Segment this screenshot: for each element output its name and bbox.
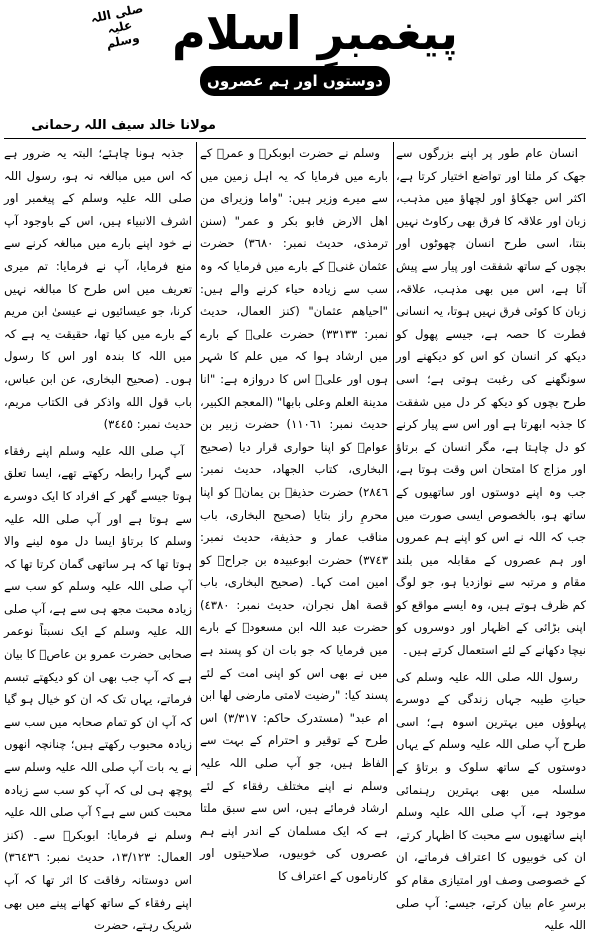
paragraph bbox=[4, 440, 192, 937]
paragraph bbox=[4, 142, 192, 436]
paragraph-text: آپ صلی اللہ علیہ وسلم اپنے رفقاء سے گہرا رابطہ رکھتے تھے، ایسا تعلق ہوتا جیسے گھر کے افراد کا ایک دوسرے سے ہوتا ہے اور آپ صلی اللہ علیہ وسلم کا برتاؤ ایسا دل موہ لینے والا ہوتا تھا کہ ہر ساتھی گمان کرتا تھا کہ آپ صلی اللہ علیہ وسلم کو سب سے زیادہ محبت مجھ ہی سے ہے، آپ صلی اللہ علیہ وسلم کے ایک نسبتاً نوعمر صحابی حضرت عمرو بن عاصؓ کا بیان ہے کہ آپ جب بھی ان کو دیکھتے تبسم فرماتے، یہاں تک کہ ان کو خیال ہو گیا کہ آپ ان کو تمام صحابہ میں سب سے زیادہ محبوب رکھتے ہیں؛ چنانچہ انھوں نے یہ بات آپ صلی اللہ علیہ وسلم سے پوچھ ہی لی کہ آپ کو سب سے زیادہ محبت کس سے ہے؟ آپ صلی اللہ علیہ وسلم نے فرمایا: ابوبکرؓ سے۔ (کنز العمال: ١٣/١٢٣، حدیث نمبر: ٣٦٤٣٦) اس دوستانہ رفاقت کا اثر تھا کہ آپ اپنے رفقاء کے ساتھ کھانے پینے میں بھی شریک رہتے، حضرت bbox=[4, 443, 192, 933]
paragraph-text: وسلم نے حضرت ابوبکرؓ و عمرؓ کے بارے میں فرمایا کہ یہ اہل زمین میں سے میرے وزیر ہیں: "واما وزیرای من اهل الارض فابو بکر و عمر" (سنن ترمذی، حدیث نمبر: ٣٦٨٠) حضرت عثمان غنیؓ کے بارے میں فرمایا کہ وہ سب سے زیادہ حیاء کرنے والے ہیں: "احیاهم عثمان" (کنز العمال، حدیث نمبر: ٣٣١٣٣) حضرت علیؓ کے بارے میں ارشاد ہوا کہ میں علم کا شہر ہوں اور علیؓ اس کا دروازہ ہے: "انا مدینة العلم وعلی بابها" (المعجم الکبیر، حدیث نمبر: ١١٠٦١) حضرت زبیر بن عوامؓ کو اپنا حواری قرار دیا (صحیح البخاری، کتاب الجهاد، حدیث نمبر: ٢٨٤٦) حضرت حذیفہ بن یمانؓ کو اپنا محرمِ راز بتایا (صحیح البخاری، باب مناقب عمار و حذیفة، حدیث نمبر: ٣٧٤٣) حضرت ابوعبیدہ بن جراحؓ کو امین امت کہا۔ (صحیح البخاری، باب قصة اهل نجران، حدیث نمبر: ٤٣٨٠) حضرت عبد اللہ ابن مسعودؓ کے بارے میں فرمایا کہ جو بات ان کو پسند ہے میں نے بھی اس کو اپنی امت کے لئے پسند کیا: "رضیت لامتی مارضی لها ابن ام عبد" (مستدرک حاکم: ٣/٣١٧) اس طرح کے توقیر و احترام کے بہت سے الفاظ ہیں، جو آپ صلی اللہ علیہ وسلم نے اپنے مختلف رفقاء کے لئے ارشاد فرمائے ہیں، اس سے سبق ملتا ہے کہ ایک مسلمان کے اندر اپنے ہم عصروں کی خوبیوں، صلاحیتوں اور کارناموں کے اعتراف کا bbox=[200, 146, 388, 883]
paragraph-text: جذبہ ہونا چاہئے؛ البتہ یہ ضرور ہے کہ اس میں مبالغہ نہ ہو، رسول اللہ صلی اللہ علیہ وسلم کے پیغمبر اور اشرف الانبیاء ہیں، اس کے باوجود آپ نے خود اپنے بارے میں مبالغہ کرنے سے منع فرمایا، آپ نے فرمایا: تم میری تعریف میں اس طرح کا مبالغہ نہیں کرنا، جو عیسائیوں نے عیسیٰ ابن مریم کے بارے میں کیا تھا، حقیقت یہ ہے کہ میں اللہ کا بندہ اور اس کا رسول ہوں۔ (صحیح البخاری، عن ابن عباس، باب قول الله واذکر فی الکتاب مریم، حدیث نمبر: ٣٤٤٥) bbox=[4, 146, 192, 432]
column-2 bbox=[200, 142, 388, 883]
author-byline: مولانا خالد سیف اللہ رحمانی bbox=[31, 118, 216, 133]
paragraph bbox=[396, 666, 586, 937]
paragraph bbox=[396, 142, 586, 662]
header-divider bbox=[4, 138, 586, 139]
paragraph-text: رسول اللہ صلی اللہ علیہ وسلم کی حیاتِ طیبہ جہاں زندگی کے دوسرے پہلوؤں میں بہترین اسوہ ہے؛ اسی طرح آپ صلی اللہ علیہ وسلم کے یہاں دوستوں کے ساتھ سلوک و برتاؤ کے سلسلہ میں بھی بہترین رہنمائی موجود ہے، آپ صلی اللہ علیہ وسلم اپنے ساتھیوں سے محبت کا اظہار کرتے، ان کی خوبیوں کا اعتراف فرماتے، ان کے خصوصی وصف اور امتیازی مقام کو برسرِ عام بیان کرتے، جیسے: آپ صلی اللہ علیہ bbox=[396, 669, 586, 933]
paragraph-text: انسان عام طور پر اپنے بزرگوں سے جھک کر ملتا اور تواضع اختیار کرتا ہے، اکثر اس جھکاؤ اور لچھاؤ میں مذہب، زبان اور علاقہ کا فرق بھی رکاوٹ نہیں بنتا، اسی طرح انسان چھوٹوں اور بچوں کے ساتھ شفقت اور پیار سے پیش آتا ہے، اس میں بھی مذہب، علاقہ، زبان کا کوئی فرق نہیں ہوتا، یہ انسانی فطرت کا حصہ ہے، جیسے پھول کو دیکھ کر انسان کو اس کو دیکھنے اور سونگھنے کی رغبت ہوتی ہے؛ اسی طرح بچوں کو دیکھ کر دل میں شفقت کا جذبہ ابھرتا ہے اور اس سے پیار کرنے کو دل چاہتا ہے، مگر انسان کے برتاؤ اور مزاج کا امتحان اس وقت ہوتا ہے، جب وہ اپنے دوستوں اور ساتھیوں کے ساتھ ہو، بالخصوص ایسی صورت میں جب کہ اللہ نے اس کو اپنے ہم عمروں اور ہم عصروں کے مقابلہ میں بلند مقام و مرتبہ سے نوازدیا ہو، جو لوگ کم ظرف ہوتے ہیں، وہ ایسے مواقع کو اپنی بڑائی کے اظہار اور دوسروں کو نیچا دکھانے کے لئے استعمال کرتے ہیں۔ bbox=[396, 146, 586, 658]
article-body bbox=[4, 142, 586, 933]
column-3 bbox=[4, 142, 192, 933]
article-header bbox=[0, 0, 590, 120]
column-divider bbox=[393, 142, 394, 776]
paragraph bbox=[200, 142, 388, 888]
honorific-calligraphy: صلی اللہ علیہ وسلم bbox=[89, 1, 145, 52]
column-divider bbox=[196, 142, 197, 776]
column-1 bbox=[396, 142, 586, 933]
page-title: پیغمبرِ اسلام bbox=[172, 6, 458, 60]
subtitle-text: دوستوں اور ہم عصروں کے ساتھ bbox=[207, 72, 383, 120]
subtitle-banner bbox=[200, 66, 390, 120]
